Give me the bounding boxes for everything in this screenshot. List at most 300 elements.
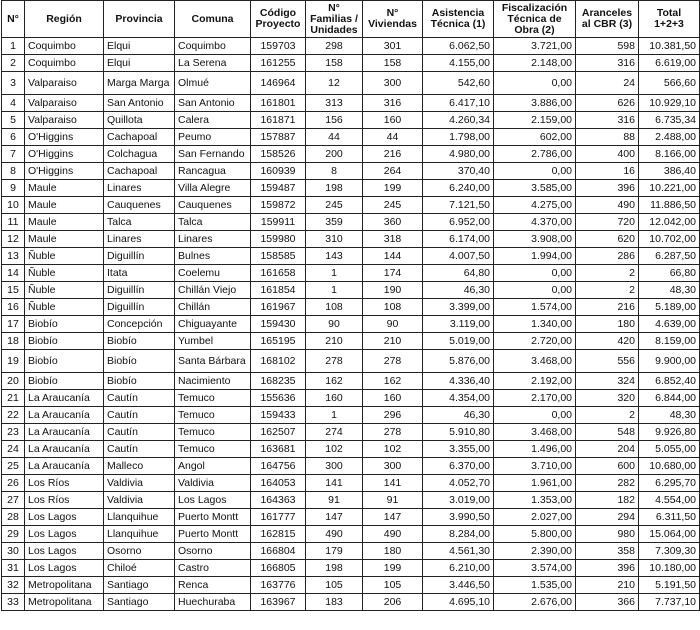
table-row xyxy=(2,55,700,72)
cell-aranceles: 626 xyxy=(576,95,639,112)
cell-asistencia: 4.561,30 xyxy=(423,543,494,560)
cell-region: Metropolitana xyxy=(25,594,104,611)
cell-codigo: 164756 xyxy=(251,458,306,475)
cell-provincia: Linares xyxy=(104,231,175,248)
cell-viviendas: 300 xyxy=(363,72,423,95)
cell-comuna: La Serena xyxy=(175,55,251,72)
cell-region: Los Lagos xyxy=(25,560,104,577)
cell-viviendas: 264 xyxy=(363,163,423,180)
cell-familias: 1 xyxy=(306,282,363,299)
cell-num: 23 xyxy=(2,424,25,441)
cell-familias: 298 xyxy=(306,38,363,55)
cell-familias: 300 xyxy=(306,458,363,475)
cell-aranceles: 2 xyxy=(576,407,639,424)
cell-asistencia: 6.210,00 xyxy=(423,560,494,577)
table-row xyxy=(2,299,700,316)
cell-region: La Araucanía xyxy=(25,390,104,407)
cell-codigo: 159703 xyxy=(251,38,306,55)
cell-fiscalizacion: 4.275,00 xyxy=(494,197,576,214)
cell-num: 17 xyxy=(2,316,25,333)
cell-fiscalizacion: 2.148,00 xyxy=(494,55,576,72)
cell-comuna: Cauquenes xyxy=(175,197,251,214)
cell-codigo: 162815 xyxy=(251,526,306,543)
cell-num: 15 xyxy=(2,282,25,299)
table-row xyxy=(2,316,700,333)
cell-codigo: 166804 xyxy=(251,543,306,560)
cell-region: O'Higgins xyxy=(25,146,104,163)
cell-num: 16 xyxy=(2,299,25,316)
cell-fiscalizacion: 3.886,00 xyxy=(494,95,576,112)
table-row xyxy=(2,282,700,299)
header-comuna: Comuna xyxy=(175,1,251,38)
cell-asistencia: 3.119,00 xyxy=(423,316,494,333)
cell-total: 10.929,10 xyxy=(639,95,700,112)
cell-total: 5.191,50 xyxy=(639,577,700,594)
cell-comuna: Linares xyxy=(175,231,251,248)
cell-region: Biobío xyxy=(25,350,104,373)
cell-total: 12.042,00 xyxy=(639,214,700,231)
cell-provincia: Elqui xyxy=(104,55,175,72)
cell-asistencia: 6.370,00 xyxy=(423,458,494,475)
cell-viviendas: 180 xyxy=(363,543,423,560)
cell-fiscalizacion: 1.535,00 xyxy=(494,577,576,594)
cell-codigo: 165195 xyxy=(251,333,306,350)
cell-region: Ñuble xyxy=(25,248,104,265)
cell-region: Los Lagos xyxy=(25,526,104,543)
cell-fiscalizacion: 2.786,00 xyxy=(494,146,576,163)
cell-num: 7 xyxy=(2,146,25,163)
cell-num: 9 xyxy=(2,180,25,197)
cell-comuna: Chillán Viejo xyxy=(175,282,251,299)
cell-fiscalizacion: 4.370,00 xyxy=(494,214,576,231)
cell-num: 24 xyxy=(2,441,25,458)
cell-codigo: 159872 xyxy=(251,197,306,214)
cell-provincia: Concepción xyxy=(104,316,175,333)
cell-aranceles: 2 xyxy=(576,282,639,299)
cell-asistencia: 8.284,00 xyxy=(423,526,494,543)
cell-comuna: Temuco xyxy=(175,424,251,441)
cell-total: 10.680,00 xyxy=(639,458,700,475)
cell-aranceles: 286 xyxy=(576,248,639,265)
cell-fiscalizacion: 2.192,00 xyxy=(494,373,576,390)
cell-comuna: Coelemu xyxy=(175,265,251,282)
cell-comuna: Rancagua xyxy=(175,163,251,180)
cell-asistencia: 1.798,00 xyxy=(423,129,494,146)
cell-viviendas: 91 xyxy=(363,492,423,509)
header-aranceles: Aranceles al CBR (3) xyxy=(576,1,639,38)
cell-comuna: Puerto Montt xyxy=(175,526,251,543)
table-row xyxy=(2,509,700,526)
cell-aranceles: 316 xyxy=(576,55,639,72)
cell-num: 21 xyxy=(2,390,25,407)
cell-provincia: Diguillín xyxy=(104,282,175,299)
cell-fiscalizacion: 0,00 xyxy=(494,163,576,180)
cell-total: 6.287,50 xyxy=(639,248,700,265)
cell-provincia: Quillota xyxy=(104,112,175,129)
cell-fiscalizacion: 2.676,00 xyxy=(494,594,576,611)
cell-aranceles: 88 xyxy=(576,129,639,146)
cell-asistencia: 46,30 xyxy=(423,282,494,299)
cell-total: 6.852,40 xyxy=(639,373,700,390)
cell-total: 10.180,00 xyxy=(639,560,700,577)
cell-num: 28 xyxy=(2,509,25,526)
table-row xyxy=(2,350,700,373)
cell-codigo: 161658 xyxy=(251,265,306,282)
cell-asistencia: 542,60 xyxy=(423,72,494,95)
table-row xyxy=(2,492,700,509)
cell-comuna: Peumo xyxy=(175,129,251,146)
table-row xyxy=(2,180,700,197)
cell-comuna: Nacimiento xyxy=(175,373,251,390)
cell-provincia: Biobío xyxy=(104,333,175,350)
cell-comuna: Talca xyxy=(175,214,251,231)
table-row xyxy=(2,577,700,594)
cell-provincia: Cautín xyxy=(104,407,175,424)
cell-asistencia: 4.052,70 xyxy=(423,475,494,492)
cell-provincia: Biobío xyxy=(104,373,175,390)
cell-asistencia: 3.355,00 xyxy=(423,441,494,458)
cell-num: 3 xyxy=(2,72,25,95)
cell-codigo: 161854 xyxy=(251,282,306,299)
cell-familias: 490 xyxy=(306,526,363,543)
cell-fiscalizacion: 3.908,00 xyxy=(494,231,576,248)
cell-total: 11.886,50 xyxy=(639,197,700,214)
cell-comuna: Villa Alegre xyxy=(175,180,251,197)
cell-aranceles: 366 xyxy=(576,594,639,611)
cell-total: 15.064,00 xyxy=(639,526,700,543)
cell-viviendas: 245 xyxy=(363,197,423,214)
header-viviendas: N° Viviendas xyxy=(363,1,423,38)
cell-region: Maule xyxy=(25,180,104,197)
header-total: Total 1+2+3 xyxy=(639,1,700,38)
cell-codigo: 155636 xyxy=(251,390,306,407)
cell-fiscalizacion: 1.340,00 xyxy=(494,316,576,333)
cell-fiscalizacion: 0,00 xyxy=(494,407,576,424)
cell-total: 2.488,00 xyxy=(639,129,700,146)
cell-familias: 310 xyxy=(306,231,363,248)
cell-aranceles: 548 xyxy=(576,424,639,441)
cell-provincia: Talca xyxy=(104,214,175,231)
cell-fiscalizacion: 2.720,00 xyxy=(494,333,576,350)
cell-aranceles: 210 xyxy=(576,577,639,594)
cell-familias: 359 xyxy=(306,214,363,231)
cell-total: 48,30 xyxy=(639,282,700,299)
cell-viviendas: 44 xyxy=(363,129,423,146)
cell-viviendas: 296 xyxy=(363,407,423,424)
cell-region: Ñuble xyxy=(25,282,104,299)
cell-asistencia: 6.062,50 xyxy=(423,38,494,55)
cell-familias: 278 xyxy=(306,350,363,373)
cell-viviendas: 105 xyxy=(363,577,423,594)
cell-aranceles: 358 xyxy=(576,543,639,560)
cell-num: 19 xyxy=(2,350,25,373)
cell-asistencia: 64,80 xyxy=(423,265,494,282)
cell-total: 7.737,10 xyxy=(639,594,700,611)
cell-region: Maule xyxy=(25,231,104,248)
header-region: Región xyxy=(25,1,104,38)
cell-fiscalizacion: 3.721,00 xyxy=(494,38,576,55)
cell-comuna: Yumbel xyxy=(175,333,251,350)
table-row xyxy=(2,163,700,180)
cell-viviendas: 174 xyxy=(363,265,423,282)
header-familias: N° Familias / Unidades xyxy=(306,1,363,38)
cell-viviendas: 278 xyxy=(363,424,423,441)
cell-aranceles: 204 xyxy=(576,441,639,458)
cell-asistencia: 46,30 xyxy=(423,407,494,424)
cell-comuna: Temuco xyxy=(175,407,251,424)
cell-aranceles: 598 xyxy=(576,38,639,55)
cell-familias: 274 xyxy=(306,424,363,441)
table-row xyxy=(2,458,700,475)
cell-region: Valparaiso xyxy=(25,112,104,129)
cell-familias: 1 xyxy=(306,265,363,282)
cell-fiscalizacion: 3.468,00 xyxy=(494,350,576,373)
cell-asistencia: 4.695,10 xyxy=(423,594,494,611)
cell-asistencia: 370,40 xyxy=(423,163,494,180)
cell-total: 9.900,00 xyxy=(639,350,700,373)
cell-region: Valparaiso xyxy=(25,72,104,95)
cell-fiscalizacion: 1.353,00 xyxy=(494,492,576,509)
cell-codigo: 159487 xyxy=(251,180,306,197)
cell-num: 18 xyxy=(2,333,25,350)
cell-familias: 245 xyxy=(306,197,363,214)
cell-codigo: 168102 xyxy=(251,350,306,373)
header-row xyxy=(2,1,700,38)
cell-familias: 210 xyxy=(306,333,363,350)
cell-num: 1 xyxy=(2,38,25,55)
cell-num: 8 xyxy=(2,163,25,180)
cell-familias: 156 xyxy=(306,112,363,129)
cell-viviendas: 160 xyxy=(363,112,423,129)
cell-aranceles: 294 xyxy=(576,509,639,526)
table-body xyxy=(2,38,700,611)
cell-provincia: Valdivia xyxy=(104,492,175,509)
cell-codigo: 162507 xyxy=(251,424,306,441)
table-row xyxy=(2,424,700,441)
table-row xyxy=(2,38,700,55)
cell-viviendas: 108 xyxy=(363,299,423,316)
cell-region: Ñuble xyxy=(25,265,104,282)
cell-fiscalizacion: 0,00 xyxy=(494,265,576,282)
cell-comuna: Osorno xyxy=(175,543,251,560)
table-row xyxy=(2,390,700,407)
cell-region: Coquimbo xyxy=(25,55,104,72)
cell-total: 386,40 xyxy=(639,163,700,180)
cell-fiscalizacion: 1.994,00 xyxy=(494,248,576,265)
cell-num: 27 xyxy=(2,492,25,509)
cell-provincia: Santiago xyxy=(104,594,175,611)
cell-provincia: Elqui xyxy=(104,38,175,55)
table-row xyxy=(2,441,700,458)
cell-aranceles: 420 xyxy=(576,333,639,350)
table-row xyxy=(2,95,700,112)
cell-codigo: 163681 xyxy=(251,441,306,458)
cell-region: Maule xyxy=(25,214,104,231)
cell-aranceles: 180 xyxy=(576,316,639,333)
cell-viviendas: 301 xyxy=(363,38,423,55)
cell-aranceles: 316 xyxy=(576,112,639,129)
cell-codigo: 146964 xyxy=(251,72,306,95)
cell-aranceles: 620 xyxy=(576,231,639,248)
header-asistencia: Asistencia Técnica (1) xyxy=(423,1,494,38)
cell-asistencia: 6.174,00 xyxy=(423,231,494,248)
cell-region: Ñuble xyxy=(25,299,104,316)
cell-num: 33 xyxy=(2,594,25,611)
cell-comuna: Santa Bárbara xyxy=(175,350,251,373)
cell-codigo: 166805 xyxy=(251,560,306,577)
cell-num: 26 xyxy=(2,475,25,492)
cell-comuna: Valdivia xyxy=(175,475,251,492)
cell-fiscalizacion: 3.710,00 xyxy=(494,458,576,475)
cell-num: 11 xyxy=(2,214,25,231)
cell-comuna: Temuco xyxy=(175,441,251,458)
cell-aranceles: 980 xyxy=(576,526,639,543)
cell-region: Maule xyxy=(25,197,104,214)
cell-num: 2 xyxy=(2,55,25,72)
cell-viviendas: 147 xyxy=(363,509,423,526)
cell-familias: 158 xyxy=(306,55,363,72)
cell-familias: 143 xyxy=(306,248,363,265)
cell-aranceles: 490 xyxy=(576,197,639,214)
table-row xyxy=(2,543,700,560)
cell-asistencia: 3.446,50 xyxy=(423,577,494,594)
cell-total: 566,60 xyxy=(639,72,700,95)
table-row xyxy=(2,475,700,492)
cell-viviendas: 162 xyxy=(363,373,423,390)
cell-familias: 162 xyxy=(306,373,363,390)
cell-provincia: Colchagua xyxy=(104,146,175,163)
header-provincia: Provincia xyxy=(104,1,175,38)
cell-asistencia: 3.019,00 xyxy=(423,492,494,509)
cell-asistencia: 4.260,34 xyxy=(423,112,494,129)
cell-aranceles: 216 xyxy=(576,299,639,316)
cell-provincia: Linares xyxy=(104,180,175,197)
cell-num: 12 xyxy=(2,231,25,248)
cell-fiscalizacion: 2.027,00 xyxy=(494,509,576,526)
cell-aranceles: 16 xyxy=(576,163,639,180)
cell-fiscalizacion: 3.574,00 xyxy=(494,560,576,577)
cell-fiscalizacion: 602,00 xyxy=(494,129,576,146)
cell-familias: 313 xyxy=(306,95,363,112)
cell-aranceles: 324 xyxy=(576,373,639,390)
header-fiscalizacion: Fiscalización Técnica de Obra (2) xyxy=(494,1,576,38)
cell-asistencia: 3.990,50 xyxy=(423,509,494,526)
cell-viviendas: 190 xyxy=(363,282,423,299)
cell-codigo: 161777 xyxy=(251,509,306,526)
cell-num: 25 xyxy=(2,458,25,475)
cell-fiscalizacion: 2.390,00 xyxy=(494,543,576,560)
cell-codigo: 164363 xyxy=(251,492,306,509)
cell-num: 10 xyxy=(2,197,25,214)
cell-num: 22 xyxy=(2,407,25,424)
cell-provincia: Diguillín xyxy=(104,299,175,316)
cell-viviendas: 158 xyxy=(363,55,423,72)
cell-total: 8.166,00 xyxy=(639,146,700,163)
cell-familias: 12 xyxy=(306,72,363,95)
cell-comuna: Temuco xyxy=(175,390,251,407)
cell-total: 5.189,00 xyxy=(639,299,700,316)
table-row xyxy=(2,373,700,390)
cell-familias: 102 xyxy=(306,441,363,458)
cell-asistencia: 6.417,10 xyxy=(423,95,494,112)
cell-provincia: Cachapoal xyxy=(104,129,175,146)
cell-comuna: San Antonio xyxy=(175,95,251,112)
cell-region: La Araucanía xyxy=(25,441,104,458)
table-row xyxy=(2,129,700,146)
cell-familias: 147 xyxy=(306,509,363,526)
cell-comuna: Castro xyxy=(175,560,251,577)
cell-num: 6 xyxy=(2,129,25,146)
cell-provincia: Itata xyxy=(104,265,175,282)
cell-comuna: Angol xyxy=(175,458,251,475)
cell-viviendas: 216 xyxy=(363,146,423,163)
cell-provincia: Valdivia xyxy=(104,475,175,492)
cell-familias: 8 xyxy=(306,163,363,180)
cell-viviendas: 360 xyxy=(363,214,423,231)
cell-asistencia: 4.354,00 xyxy=(423,390,494,407)
cell-region: La Araucanía xyxy=(25,458,104,475)
cell-region: Biobío xyxy=(25,373,104,390)
cell-aranceles: 182 xyxy=(576,492,639,509)
cell-asistencia: 5.019,00 xyxy=(423,333,494,350)
cell-codigo: 164053 xyxy=(251,475,306,492)
cell-fiscalizacion: 2.170,00 xyxy=(494,390,576,407)
cell-viviendas: 316 xyxy=(363,95,423,112)
cell-viviendas: 199 xyxy=(363,560,423,577)
cell-total: 9.926,80 xyxy=(639,424,700,441)
cell-viviendas: 300 xyxy=(363,458,423,475)
cell-num: 14 xyxy=(2,265,25,282)
cell-provincia: Cauquenes xyxy=(104,197,175,214)
cell-codigo: 168235 xyxy=(251,373,306,390)
cell-viviendas: 102 xyxy=(363,441,423,458)
cell-fiscalizacion: 5.800,00 xyxy=(494,526,576,543)
cell-provincia: Cautín xyxy=(104,441,175,458)
header-codigo: Código Proyecto xyxy=(251,1,306,38)
cell-total: 4.554,00 xyxy=(639,492,700,509)
cell-familias: 198 xyxy=(306,180,363,197)
cell-comuna: Coquimbo xyxy=(175,38,251,55)
cell-provincia: Llanquihue xyxy=(104,509,175,526)
header-num: N° xyxy=(2,1,25,38)
cell-familias: 198 xyxy=(306,560,363,577)
cell-asistencia: 3.399,00 xyxy=(423,299,494,316)
cell-familias: 1 xyxy=(306,407,363,424)
cell-asistencia: 5.910,80 xyxy=(423,424,494,441)
cell-provincia: Cautín xyxy=(104,390,175,407)
cell-fiscalizacion: 0,00 xyxy=(494,282,576,299)
cell-fiscalizacion: 2.159,00 xyxy=(494,112,576,129)
cell-fiscalizacion: 3.585,00 xyxy=(494,180,576,197)
cell-total: 8.159,00 xyxy=(639,333,700,350)
cell-aranceles: 320 xyxy=(576,390,639,407)
cell-comuna: San Fernando xyxy=(175,146,251,163)
cell-codigo: 161255 xyxy=(251,55,306,72)
table-row xyxy=(2,265,700,282)
cell-provincia: Biobío xyxy=(104,350,175,373)
table-row xyxy=(2,214,700,231)
cell-asistencia: 5.876,00 xyxy=(423,350,494,373)
cell-comuna: Huechuraba xyxy=(175,594,251,611)
cell-num: 29 xyxy=(2,526,25,543)
cell-aranceles: 400 xyxy=(576,146,639,163)
cell-fiscalizacion: 0,00 xyxy=(494,72,576,95)
cell-viviendas: 144 xyxy=(363,248,423,265)
cell-total: 6.295,70 xyxy=(639,475,700,492)
cell-codigo: 163776 xyxy=(251,577,306,594)
cell-provincia: Malleco xyxy=(104,458,175,475)
cell-familias: 200 xyxy=(306,146,363,163)
